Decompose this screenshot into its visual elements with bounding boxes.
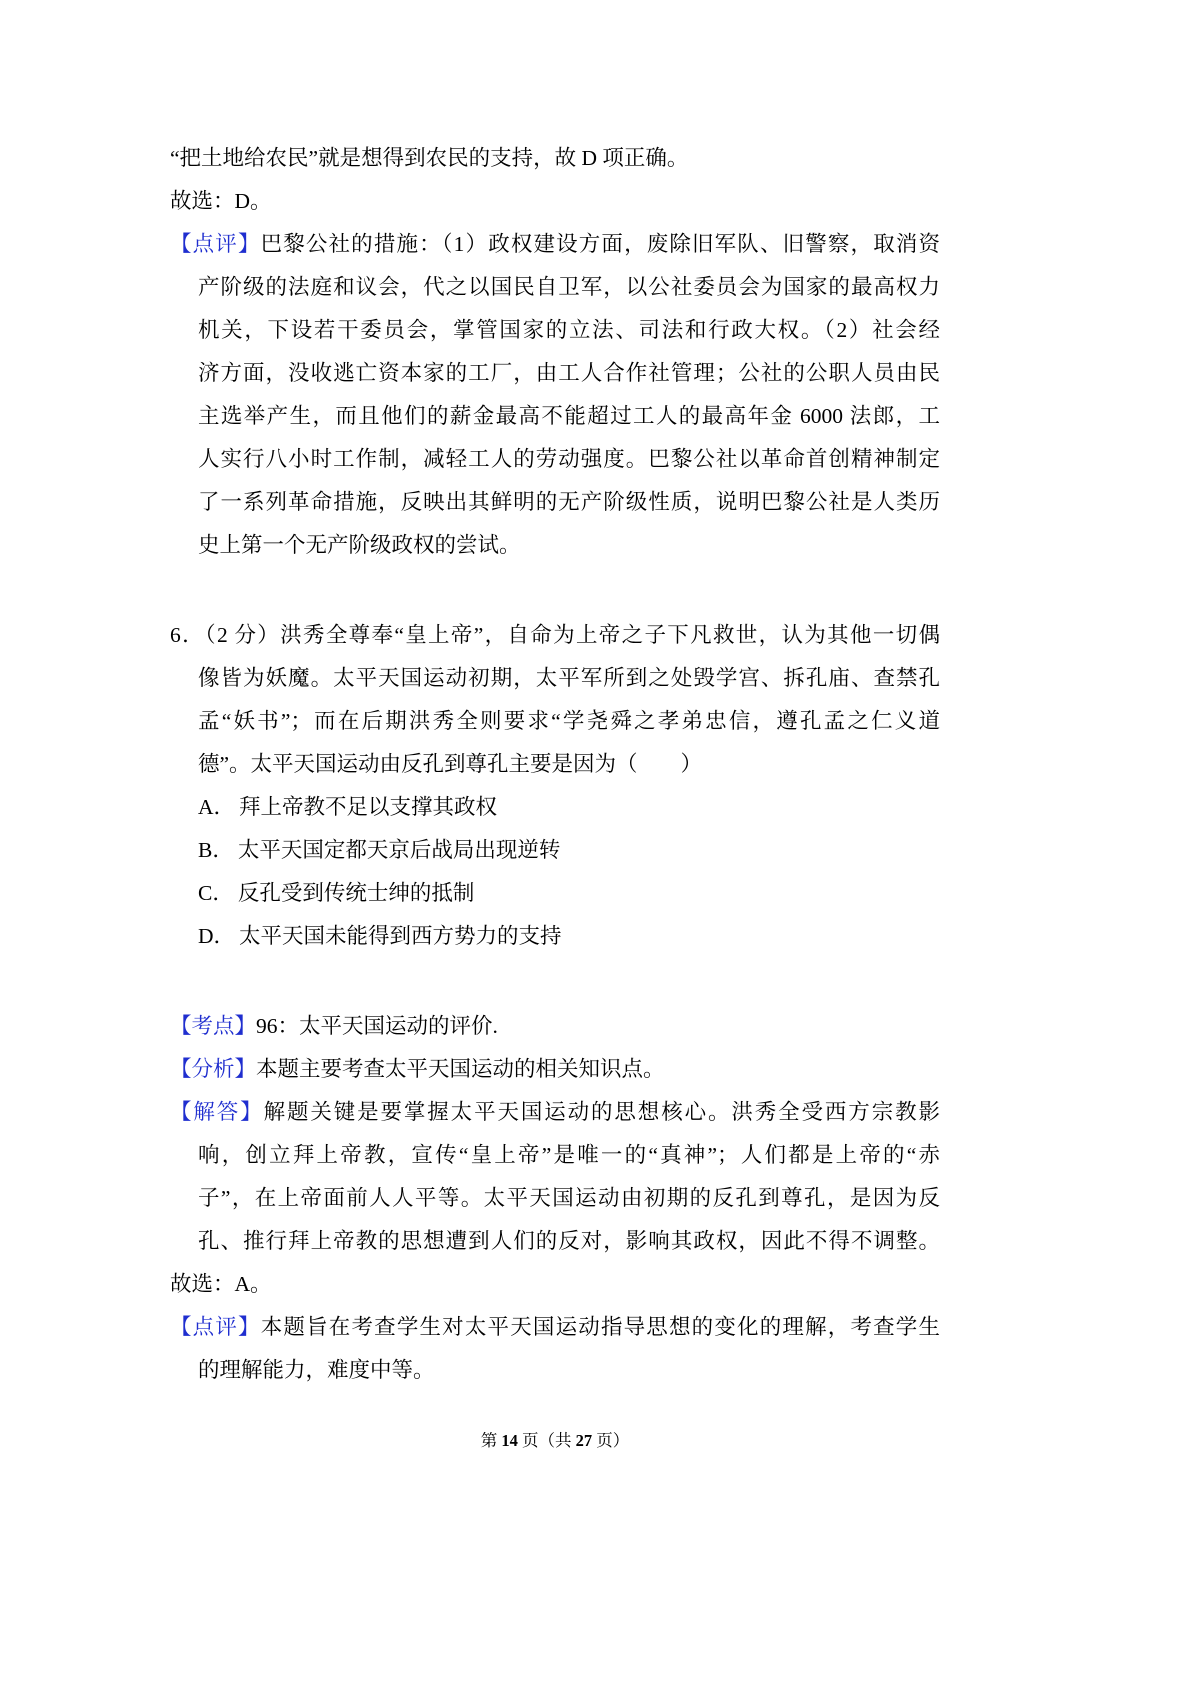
option-text: 反孔受到传统士绅的抵制 [237,881,475,905]
option-letter: A． [198,795,236,819]
option-letter: C． [198,881,234,905]
previous-comment-line: 主选举产生，而且他们的薪金最高不能超过工人的最高年金 6000 法郎，工 [198,404,940,428]
footer-middle: 页（共 [517,1431,576,1450]
footer-page-number: 14 [501,1431,518,1450]
dianping-text: 本题旨在考查学生对太平天国运动指导思想的变化的理解，考查学生 [260,1315,940,1339]
previous-answer-block [170,137,940,567]
footer-suffix: 页） [592,1431,630,1450]
dianping-label: 【点评】 [170,1315,261,1339]
comment-label: 【点评】 [170,232,261,256]
question-stem-line: 6．（2 分）洪秀全尊奉“皇上帝”，自命为上帝之子下凡救世，认为其他一切偶 [170,623,940,647]
kaodian-line [170,1005,940,1048]
footer-prefix: 第 [480,1431,502,1450]
dianping-line [170,1306,940,1349]
previous-comment-line: 人实行八小时工作制，减轻工人的劳动强度。巴黎公社以革命首创精神制定 [198,447,940,471]
fenxi-line [170,1048,940,1091]
previous-comment-line: 了一系列革命措施，反映出其鲜明的无产阶级性质，说明巴黎公社是人类历 [198,490,940,514]
previous-comment-line [170,223,940,266]
jieda-text: 解题关键是要掌握太平天国运动的思想核心。洪秀全受西方宗教影 [263,1100,940,1124]
option-letter: D． [198,924,236,948]
question-stem-line: 德”。太平天国运动由反孔到尊孔主要是因为（ ） [198,752,703,776]
option-d [170,915,940,958]
option-c [170,872,940,915]
jieda-line [170,1091,940,1134]
dianping-line: 的理解能力，难度中等。 [198,1358,435,1382]
fenxi-label: 【分析】 [170,1057,257,1081]
kaodian-label: 【考点】 [170,1014,257,1038]
previous-comment-line: 史上第一个无产阶级政权的尝试。 [198,533,521,557]
question-stem-line: 孟“妖书”；而在后期洪秀全则要求“学尧舜之孝弟忠信，遵孔孟之仁义道 [198,709,940,733]
jieda-line: 响，创立拜上帝教，宣传“皇上帝”是唯一的“真神”；人们都是上帝的“赤 [198,1143,940,1167]
jieda-line: 子”，在上帝面前人人平等。太平天国运动由初期的反孔到尊孔，是因为反 [198,1186,940,1210]
question-stem-line: 像皆为妖魔。太平天国运动初期，太平军所到之处毁学宫、拆孔庙、查禁孔 [198,666,940,690]
solution-block [170,1005,940,1392]
comment-text: 巴黎公社的措施：（1）政权建设方面，废除旧军队、旧警察，取消资 [260,232,940,256]
jieda-label: 【解答】 [170,1100,264,1124]
question-6-block [170,614,940,958]
option-letter: B． [198,838,234,862]
content-area [170,137,940,1392]
option-text: 拜上帝教不足以支撑其政权 [239,795,498,819]
jieda-line: 孔、推行拜上帝教的思想遭到人们的反对，影响其政权，因此不得不调整。 [198,1229,940,1253]
option-text: 太平天国未能得到西方势力的支持 [239,924,562,948]
option-b [170,829,940,872]
kaodian-text: 96：太平天国运动的评价. [256,1014,498,1038]
fenxi-text: 本题主要考查太平天国运动的相关知识点。 [256,1057,665,1081]
option-a [170,786,940,829]
footer-total-pages: 27 [575,1431,593,1450]
previous-choice: 故选：D。 [170,189,272,213]
answer-choice: 故选：A。 [170,1272,272,1296]
previous-analysis-line: “把土地给农民”就是想得到农民的支持，故 D 项正确。 [170,146,689,170]
previous-comment-line: 机关，下设若干委员会，掌管国家的立法、司法和行政大权。（2）社会经 [198,318,940,342]
page-footer [170,1428,940,1454]
option-text: 太平天国定都天京后战局出现逆转 [237,838,561,862]
previous-comment-line: 济方面，没收逃亡资本家的工厂，由工人合作社管理；公社的公职人员由民 [198,361,940,385]
previous-comment-line: 产阶级的法庭和议会，代之以国民自卫军，以公社委员会为国家的最高权力 [198,275,940,299]
